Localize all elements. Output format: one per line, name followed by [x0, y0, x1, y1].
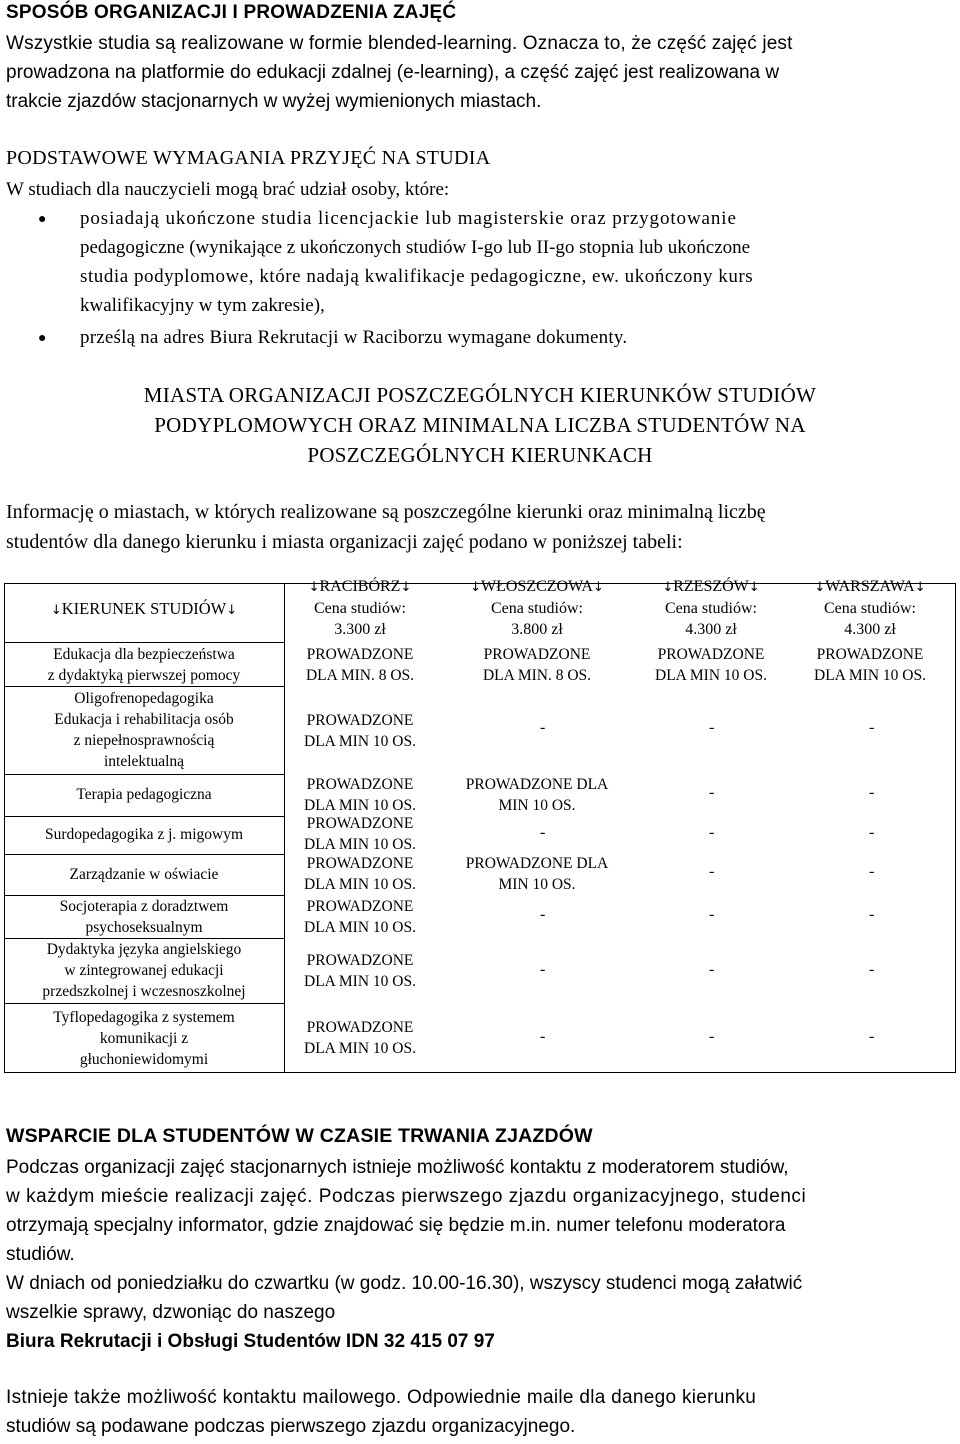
paragraph-line: trakcie zjazdów stacjonarnych w wyżej wymienionych miastach. — [6, 91, 542, 112]
empty-cell-dash: - — [709, 1028, 715, 1045]
cell-line: DLA MIN. 8 OS. — [482, 667, 592, 684]
cell-line: PROWADZONE — [816, 646, 924, 663]
arrow-down-icon: ↓ — [226, 603, 238, 618]
organization-paragraph — [6, 29, 954, 116]
requirement-line: prześlą na adres Biura Rekrutacji w Raciborzu wymagane dokumenty. — [80, 327, 628, 348]
city-price-label: Cena studiów: — [824, 600, 916, 617]
empty-cell-dash: - — [709, 719, 715, 736]
table-row-course — [4, 939, 284, 1002]
empty-cell-dash: - — [540, 906, 546, 923]
table-cell — [632, 644, 790, 686]
arrow-down-icon: ↓ — [914, 580, 926, 595]
paragraph-line: studiów są podawane podczas pierwszego zjazdu organizacyjnego. — [6, 1416, 576, 1437]
course-name-line: Oligofrenopedagogika — [74, 690, 214, 707]
city-name: RACIBÓRZ — [319, 578, 401, 595]
cell-line: DLA MIN 10 OS. — [304, 973, 416, 990]
empty-cell-dash: - — [540, 719, 546, 736]
cell-line: PROWADZONE DLA — [465, 855, 609, 872]
paragraph-line: w każdym mieście realizacji zajęć. Podczas pierwszego zjazdu organizacyjnego, studenci — [6, 1186, 807, 1207]
empty-cell-dash: - — [709, 784, 715, 801]
table-row-course — [4, 1007, 284, 1070]
cell-line: DLA MIN 10 OS. — [304, 836, 416, 853]
cell-line: PROWADZONE — [306, 855, 414, 872]
title-line: POSZCZEGÓLNYCH KIERUNKACH — [307, 443, 653, 467]
section-title-organization: SPOSÓB ORGANIZACJI I PROWADZENIA ZAJĘĆ — [6, 2, 457, 23]
cell-line: MIN 10 OS. — [498, 876, 576, 893]
cell-line: PROWADZONE — [306, 712, 414, 729]
cell-line: PROWADZONE — [657, 646, 765, 663]
empty-cell-dash: - — [540, 961, 546, 978]
cities-info-paragraph — [6, 497, 766, 557]
empty-cell-dash: - — [869, 906, 875, 923]
cell-line: PROWADZONE — [306, 646, 414, 663]
title-line: PODYPLOMOWYCH ORAZ MINIMALNA LICZBA STUDENTÓW NA — [154, 413, 806, 437]
table-cell — [284, 774, 436, 816]
section-title-support: WSPARCIE DLA STUDENTÓW W CZASIE TRWANIA ZJAZDÓW — [6, 1125, 593, 1147]
city-price-label: Cena studiów: — [491, 600, 583, 617]
cell-line: DLA MIN 10 OS. — [304, 733, 416, 750]
header-course-label: KIERUNEK STUDIÓW — [61, 599, 227, 618]
empty-cell-dash: - — [709, 824, 715, 841]
table-cell — [452, 644, 622, 686]
requirement-line: kwalifikacyjny w tym zakresie), — [80, 295, 325, 316]
table-cell — [284, 644, 436, 686]
city-name: WŁOSZCZOWA — [481, 578, 593, 595]
arrow-down-icon: ↓ — [50, 603, 62, 618]
section-title-requirements: PODSTAWOWE WYMAGANIA PRZYJĘĆ NA STUDIA — [6, 147, 491, 169]
cell-line: DLA MIN 10 OS. — [304, 797, 416, 814]
paragraph-line: wszelkie sprawy, dzwoniąc do naszego — [6, 1302, 336, 1323]
city-name: RZESZÓW — [673, 578, 749, 595]
cell-line: PROWADZONE DLA — [465, 776, 609, 793]
row-divider — [4, 774, 284, 775]
empty-cell-dash: - — [709, 863, 715, 880]
course-name-line: Tyflopedagogika z systemem — [53, 1009, 235, 1026]
cell-line: PROWADZONE — [306, 1019, 414, 1036]
table-row-course — [4, 896, 284, 938]
requirement-item — [80, 323, 627, 352]
header-city — [452, 576, 622, 640]
section-title-cities — [0, 380, 960, 470]
course-name-line: Dydaktyka języka angielskiego — [46, 941, 242, 958]
table-cell — [790, 644, 950, 686]
courses-table — [0, 578, 959, 1073]
course-name-line: komunikacji z — [99, 1030, 189, 1047]
course-name-line: Zarządzanie w oświacie — [69, 866, 219, 883]
table-row-course — [4, 824, 284, 845]
paragraph-line: Podczas organizacji zajęć stacjonarnych istnieje możliwość kontaktu z moderatorem studiów, — [6, 1157, 789, 1178]
empty-cell-dash: - — [869, 824, 875, 841]
paragraph-line: W dniach od poniedziałku do czwartku (w godz. 10.00-16.30), wszyscy studenci mogą załatwić — [6, 1273, 803, 1294]
arrow-down-icon: ↓ — [748, 580, 760, 595]
paragraph-line: studiów. — [6, 1244, 75, 1265]
course-name-line: intelektualną — [103, 753, 185, 770]
requirement-line: posiadają ukończone studia licencjackie lub magisterskie oraz przygotowanie — [80, 208, 737, 229]
course-name-line: Surdopedagogika z j. migowym — [44, 826, 244, 843]
course-name-line: psychoseksualnym — [85, 919, 203, 936]
empty-cell-dash: - — [869, 719, 875, 736]
cell-line: PROWADZONE — [306, 898, 414, 915]
course-name-line: Edukacja dla bezpieczeństwa — [53, 646, 235, 663]
cell-line: PROWADZONE — [483, 646, 591, 663]
cell-line: DLA MIN 10 OS. — [814, 667, 926, 684]
table-cell — [284, 950, 436, 992]
course-name-line: Edukacja i rehabilitacja osób — [54, 711, 234, 728]
cell-line: DLA MIN. 8 OS. — [305, 667, 415, 684]
table-cell — [284, 1017, 436, 1059]
header-city — [284, 576, 436, 640]
table-cell — [284, 853, 436, 895]
cell-line: PROWADZONE — [306, 776, 414, 793]
city-price-label: Cena studiów: — [665, 600, 757, 617]
paragraph-line: otrzymają specjalny informator, gdzie znajdować się będzie m.in. numer telefonu moderatora — [6, 1215, 786, 1236]
table-cell — [284, 813, 436, 855]
cell-line: DLA MIN 10 OS. — [304, 1040, 416, 1057]
table-row-course — [4, 784, 284, 805]
support-paragraph — [6, 1153, 954, 1327]
paragraph-line: prowadzona na platformie do edukacji zdalnej (e-learning), a część zajęć jest realizowana w — [6, 62, 780, 83]
bullet-icon: ● — [38, 212, 47, 227]
requirement-line: pedagogiczne (wynikające z ukończonych studiów I-go lub II-go stopnia lub ukończone — [80, 237, 751, 258]
row-divider — [4, 642, 284, 643]
city-price-label: Cena studiów: — [314, 600, 406, 617]
cell-line: PROWADZONE — [306, 815, 414, 832]
course-name-line: z dydaktyką pierwszej pomocy — [47, 667, 241, 684]
table-row-course — [4, 644, 284, 686]
header-city — [632, 576, 790, 640]
cell-line: DLA MIN 10 OS. — [304, 919, 416, 936]
row-divider — [4, 816, 284, 817]
course-name-line: przedszkolnej i wczesnoszkolnej — [42, 983, 246, 1000]
course-name-line: w zintegrowanej edukacji — [64, 962, 224, 979]
cell-line: DLA MIN 10 OS. — [304, 876, 416, 893]
paragraph-line: Wszystkie studia są realizowane w formie blended-learning. Oznacza to, że część zajęć jest — [6, 33, 793, 54]
city-price: 4.300 zł — [844, 621, 896, 638]
email-contact-paragraph — [6, 1383, 954, 1441]
empty-cell-dash: - — [709, 961, 715, 978]
city-price: 3.300 zł — [334, 621, 386, 638]
arrow-down-icon: ↓ — [592, 580, 604, 595]
cell-line: MIN 10 OS. — [498, 797, 576, 814]
cell-line: DLA MIN 10 OS. — [655, 667, 767, 684]
city-price: 3.800 zł — [511, 621, 563, 638]
header-city — [790, 576, 950, 640]
paragraph-line: studentów dla danego kierunku i miasta organizacji zajęć podano w poniższej tabeli: — [6, 531, 683, 553]
arrow-down-icon: ↓ — [470, 580, 481, 595]
empty-cell-dash: - — [869, 1028, 875, 1045]
course-name-line: z niepełnosprawnością — [73, 732, 215, 749]
paragraph-line: Informację o miastach, w których realizowane są poszczególne kierunki oraz minimalną liczbę — [6, 501, 766, 523]
arrow-down-icon: ↓ — [308, 580, 320, 595]
cell-line: PROWADZONE — [306, 952, 414, 969]
requirement-item — [80, 204, 954, 320]
arrow-down-icon: ↓ — [400, 580, 412, 595]
arrow-down-icon: ↓ — [814, 580, 826, 595]
table-cell — [284, 896, 436, 938]
empty-cell-dash: - — [869, 784, 875, 801]
course-name-line: Socjoterapia z doradztwem — [59, 898, 229, 915]
empty-cell-dash: - — [540, 824, 546, 841]
table-row-course — [4, 864, 284, 885]
city-price: 4.300 zł — [685, 621, 737, 638]
row-divider — [4, 686, 284, 687]
table-cell — [452, 774, 622, 816]
requirement-line: studia podyplomowe, które nadają kwalifikacje pedagogiczne, ew. ukończony kurs — [80, 266, 754, 287]
row-divider — [4, 1003, 284, 1004]
empty-cell-dash: - — [540, 1028, 546, 1045]
table-cell — [284, 710, 436, 752]
course-name-line: Terapia pedagogiczna — [76, 786, 212, 803]
arrow-down-icon: ↓ — [662, 580, 674, 595]
requirements-intro: W studiach dla nauczycieli mogą brać udział osoby, które: — [6, 179, 450, 200]
table-row-course — [4, 688, 284, 772]
bullet-icon: ● — [38, 331, 47, 346]
header-course — [4, 598, 284, 621]
recruitment-office-phone: Biura Rekrutacji i Obsługi Studentów IDN 32 415 07 97 — [6, 1331, 495, 1352]
paragraph-line: Istnieje także możliwość kontaktu mailowego. Odpowiednie maile dla danego kierunku — [6, 1387, 757, 1408]
table-cell — [452, 853, 622, 895]
empty-cell-dash: - — [869, 863, 875, 880]
empty-cell-dash: - — [709, 906, 715, 923]
city-name: WARSZAWA — [825, 578, 915, 595]
course-name-line: głuchoniewidomymi — [79, 1051, 209, 1068]
row-divider — [4, 854, 284, 855]
title-line: MIASTA ORGANIZACJI POSZCZEGÓLNYCH KIERUNKÓW STUDIÓW — [143, 383, 817, 407]
empty-cell-dash: - — [869, 961, 875, 978]
